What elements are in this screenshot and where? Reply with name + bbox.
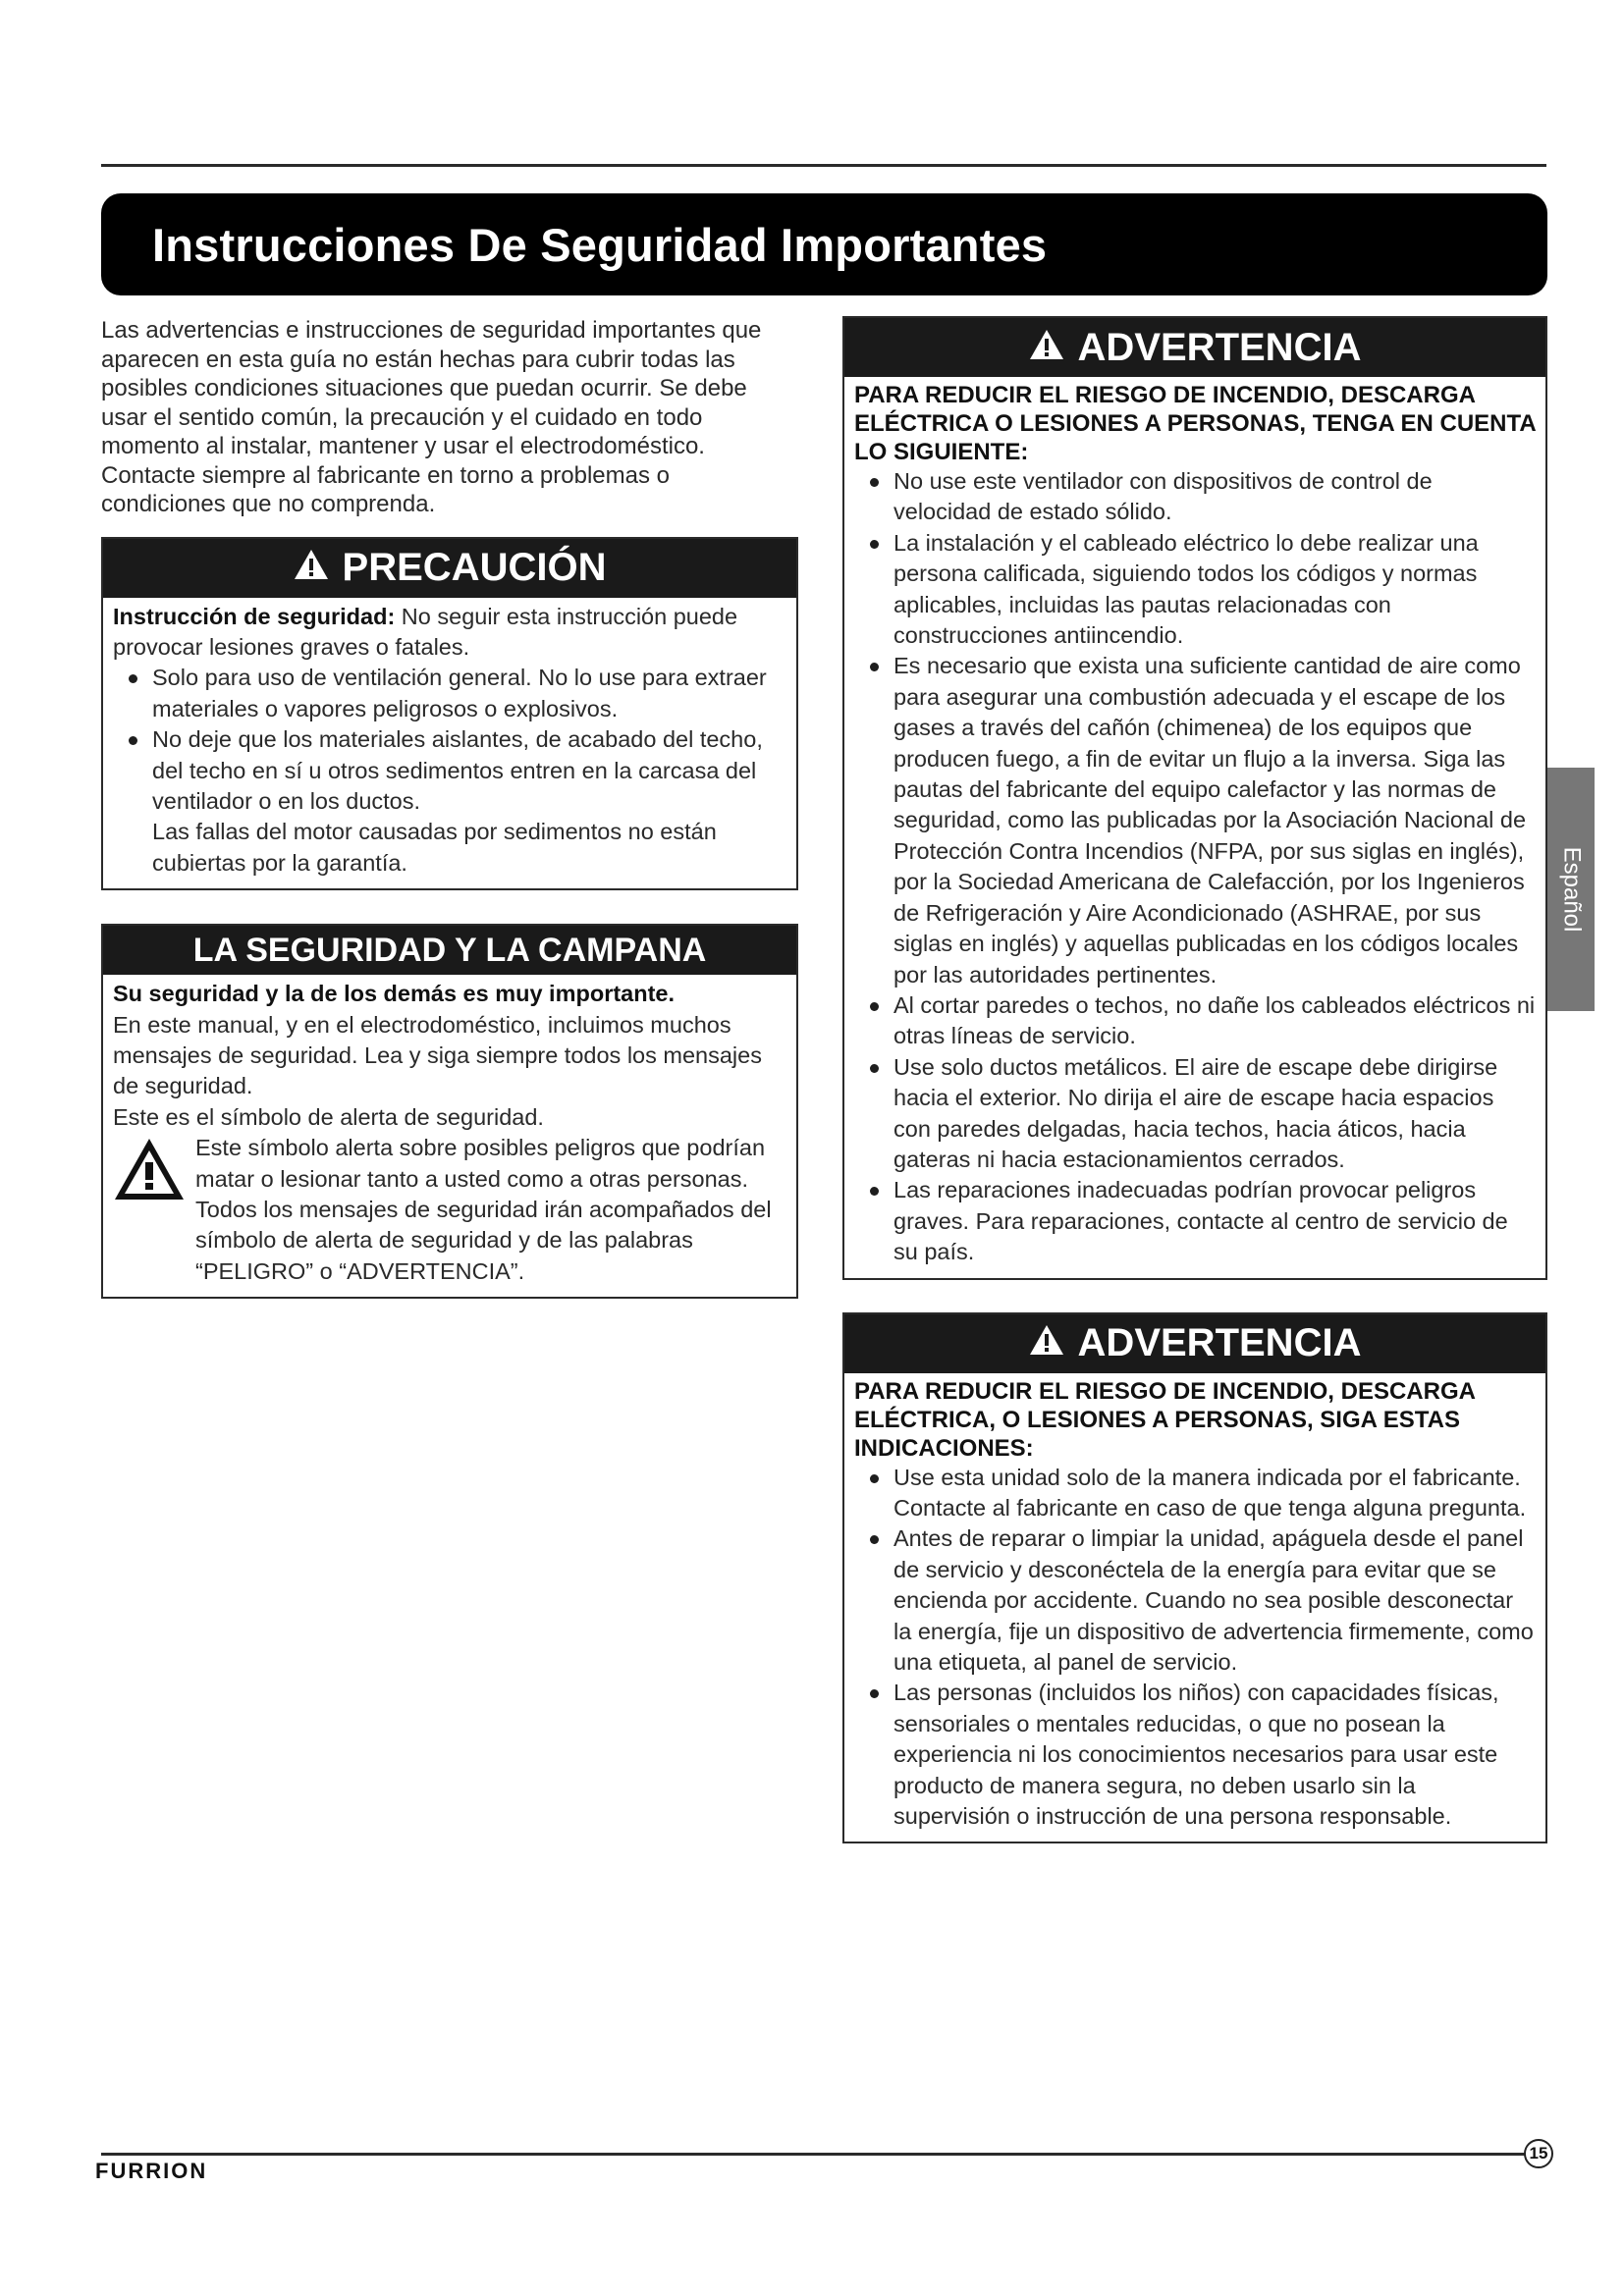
- page-number: 15: [1524, 2139, 1553, 2168]
- safety-paragraph-3: Este símbolo alerta sobre posibles peligros que podrían matar o lesionar tanto a usted como a otras personas. Todos los mensajes de seguridad irán acompañados del símbolo de alerta de seguridad y de las palabras “PELIGRO” o “ADVERTENCIA”.: [195, 1135, 772, 1284]
- safety-body: [103, 975, 796, 1297]
- caution-heading: PRECAUCIÓN: [342, 546, 607, 589]
- warning-2-item-1: Use esta unidad solo de la manera indicada por el fabricante.: [893, 1464, 1521, 1490]
- caution-body: [103, 598, 796, 889]
- list-item: Las personas (incluidos los niños) con capacidades físicas, sensoriales o mentales reducidas, o que no posean la experiencia ni los conocimientos necesarios para usar este producto de manera segura, no deben usarlo sin la supervisión o instrucción de una persona responsable.: [854, 1678, 1536, 1832]
- bottom-rule: [101, 2153, 1525, 2156]
- safety-lead: Su seguridad y la de los demás es muy importante.: [113, 981, 676, 1007]
- warning-box-1: [842, 316, 1547, 1280]
- warning-triangle-icon: [1029, 1321, 1064, 1365]
- warning-triangle-icon: [294, 546, 329, 590]
- safety-header: [103, 926, 796, 975]
- warning-header-1: [844, 318, 1545, 377]
- list-item: Solo para uso de ventilación general. No lo use para extraer materiales o vapores peligrosos o explosivos.: [113, 663, 786, 724]
- caution-note: Las fallas del motor causadas por sedimentos no están cubiertas por la garantía.: [152, 819, 717, 876]
- list-item: No use este ventilador con dispositivos de control de velocidad de estado sólido.: [854, 466, 1536, 528]
- warning-2-item-1-note: Contacte al fabricante en caso de que tenga alguna pregunta.: [893, 1494, 1527, 1521]
- list-item: La instalación y el cableado eléctrico lo debe realizar una persona calificada, siguiendo todos los códigos y normas aplicables, incluidas las pautas relacionadas con construcciones antiincendio.: [854, 528, 1536, 652]
- safety-alert-symbol-icon: [113, 1137, 186, 1209]
- warning-body-2: [844, 1373, 1545, 1842]
- warning-lead-1: PARA REDUCIR EL RIESGO DE INCENDIO, DESCARGA ELÉCTRICA O LESIONES A PERSONAS, TENGA EN CUENTA LO SIGUIENTE:: [854, 382, 1536, 465]
- page-title: Instrucciones De Seguridad Importantes: [152, 218, 1048, 271]
- safety-alert-row: [113, 1133, 786, 1287]
- list-item: Las reparaciones inadecuadas podrían provocar peligros graves. Para reparaciones, contacte al centro de servicio de su país.: [854, 1175, 1536, 1267]
- list-item: [854, 1463, 1536, 1524]
- caution-lead-text: No seguir esta instrucción puede provocar lesiones graves o fatales.: [113, 603, 738, 660]
- warning-triangle-icon: [1029, 326, 1064, 370]
- warning-heading-2: ADVERTENCIA: [1077, 1321, 1362, 1365]
- warning-header-2: [844, 1314, 1545, 1373]
- warning-heading-1: ADVERTENCIA: [1077, 325, 1362, 369]
- right-column: [842, 316, 1547, 1843]
- warning-box-2: [842, 1312, 1547, 1844]
- list-item: Al cortar paredes o techos, no dañe los cableados eléctricos ni otras líneas de servicio.: [854, 990, 1536, 1052]
- warning-lead-2: PARA REDUCIR EL RIESGO DE INCENDIO, DESCARGA ELÉCTRICA, O LESIONES A PERSONAS, SIGA ESTAS INDICACIONES:: [854, 1377, 1476, 1462]
- language-side-tab: [1547, 768, 1595, 1011]
- top-rule: [101, 164, 1546, 167]
- warning-list-1: [854, 466, 1536, 1268]
- safety-paragraph-1: En este manual, y en el electrodoméstico, incluimos muchos mensajes de seguridad. Lea y siga siempre todos los mensajes de seguridad.: [113, 1011, 762, 1099]
- list-item: Antes de reparar o limpiar la unidad, apáguela desde el panel de servicio y desconéctela de la energía para evitar que se encienda por accidente. Cuando no sea posible desconectar la energía, fije un dispositivo de advertencia firmemente, como una etiqueta, al panel de servicio.: [854, 1523, 1536, 1678]
- warning-list-2: [854, 1463, 1536, 1833]
- caution-lead-label: Instrucción de seguridad:: [113, 603, 396, 629]
- list-item: No deje que los materiales aislantes, de acabado del techo, del techo en sí u otros sedimentos entren en la carcasa del ventilador o en los ductos.: [113, 724, 786, 817]
- intro-section: [101, 316, 798, 519]
- title-banner: [101, 193, 1547, 295]
- brand-logo: FURRION: [95, 2159, 208, 2183]
- list-item: Es necesario que exista una suficiente cantidad de aire como para asegurar una combustión adecuada y el escape de los gases a través del cañón (chimenea) de los equipos que producen fuego, a fin de evitar un flujo a la inversa. Siga las pautas del fabricante del equipo calefactor y las normas de seguridad, como las publicadas por la Asociación Nacional de Protección Contra Incendios (NFPA, por sus siglas en inglés), por la Sociedad Americana de Calefacción, por los Ingenieros de Refrigeración y Aire Acondicionado (ASHRAE, por sus siglas en inglés) y aquellas publicadas en los códigos locales por las autoridades pertinentes.: [854, 651, 1536, 989]
- safety-paragraph-2: Este es el símbolo de alerta de seguridad.: [113, 1103, 544, 1130]
- intro-paragraph-1: Las advertencias e instrucciones de seguridad importantes que aparecen en esta guía no están hechas para cubrir todas las posibles condiciones situaciones que puedan ocurrir. Se debe usar el sentido común, la precaución y el cuidado en todo momento al instalar, mantener y usar el electrodoméstico.: [101, 317, 762, 459]
- warning-body-1: [844, 377, 1545, 1278]
- language-label: Español: [1558, 846, 1586, 933]
- caution-header: [103, 539, 796, 598]
- safety-box: [101, 924, 798, 1299]
- list-item: Use solo ductos metálicos. El aire de escape debe dirigirse hacia el exterior. No dirija el aire de escape hacia espacios con paredes delgadas, hacia techos, hacia áticos, hacia gateras ni hacia estacionamientos cerrados.: [854, 1052, 1536, 1176]
- caution-list: [113, 663, 786, 817]
- caution-box: [101, 537, 798, 891]
- safety-heading: LA SEGURIDAD Y LA CAMPANA: [192, 931, 707, 969]
- left-column: [101, 316, 798, 1299]
- intro-paragraph-2: Contacte siempre al fabricante en torno a problemas o condiciones que no comprenda.: [101, 461, 670, 517]
